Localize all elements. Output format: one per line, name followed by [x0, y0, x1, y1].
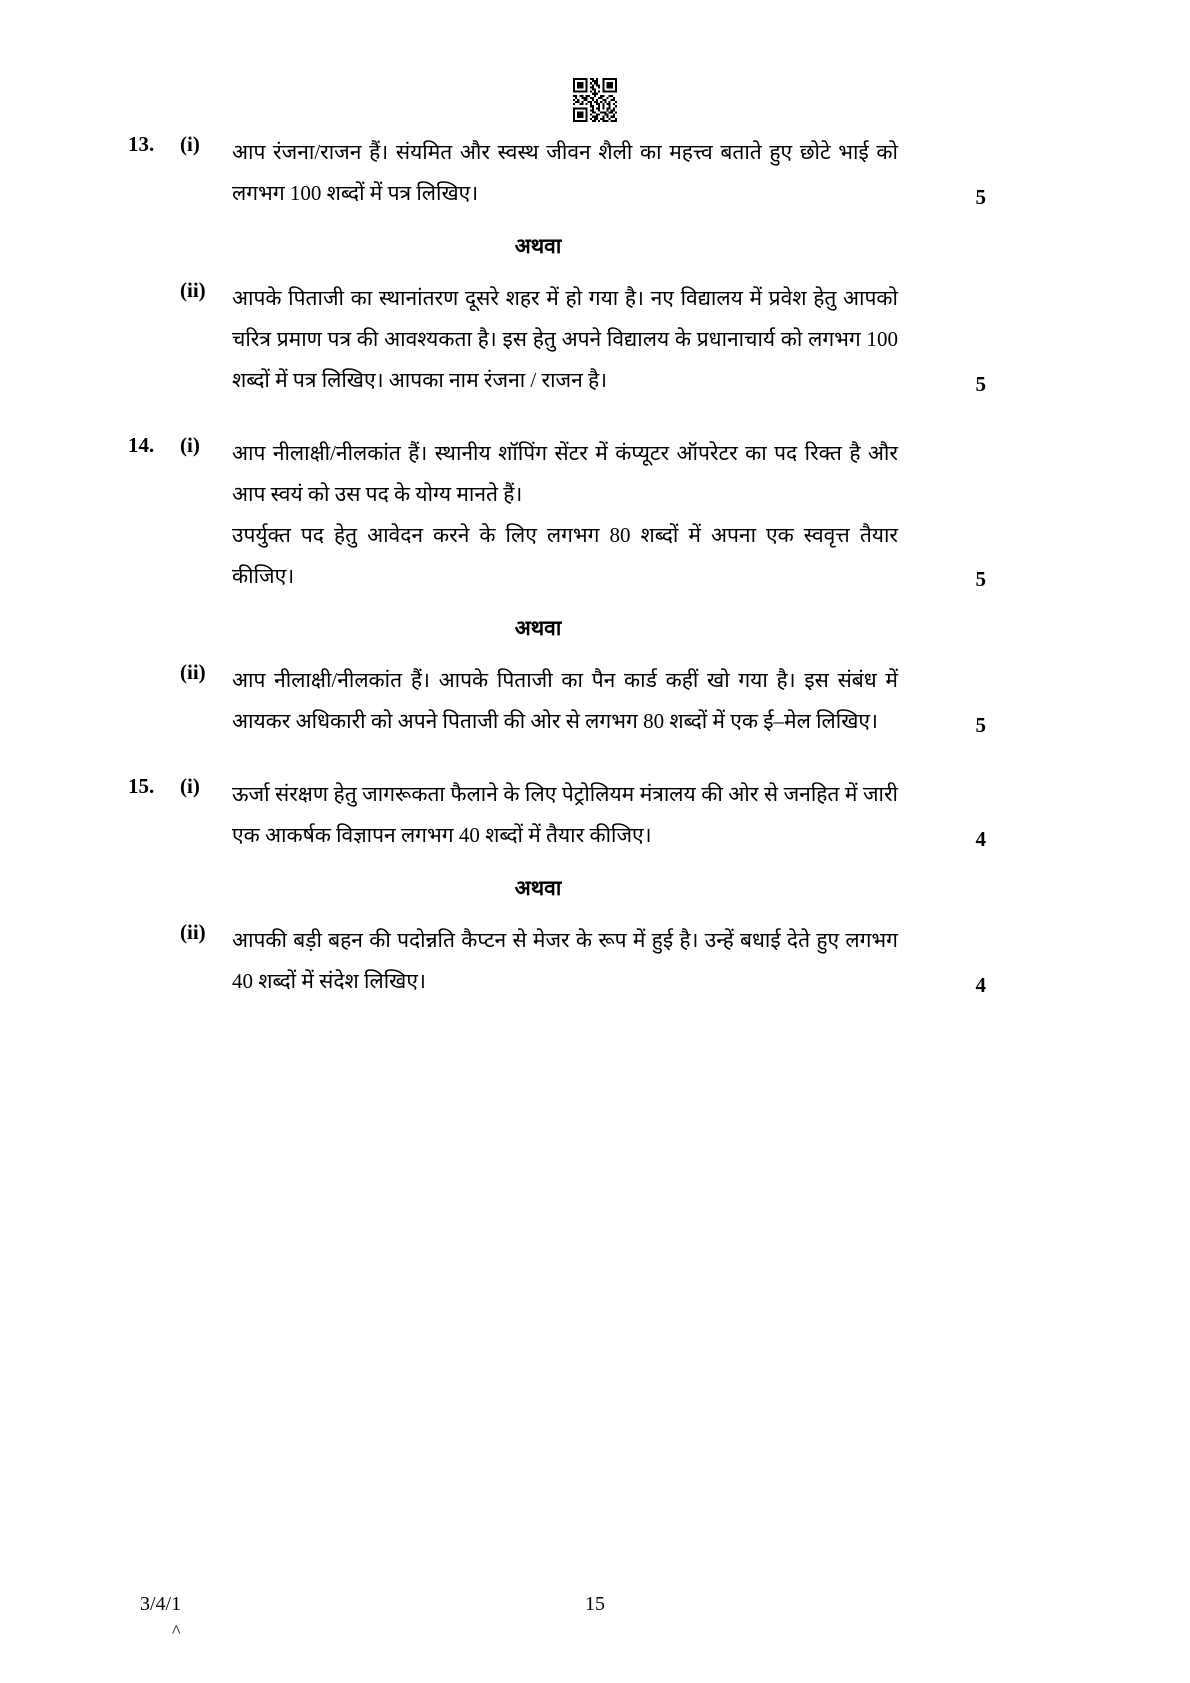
or-label: अथवा	[514, 233, 562, 258]
part-label: (ii)	[180, 277, 206, 302]
question-number: 15.	[128, 774, 155, 799]
part-label: (i)	[180, 132, 200, 156]
part-label: (i)	[180, 774, 200, 799]
part-label: (ii)	[180, 920, 206, 945]
question-text-continued: उपर्युक्त पद हेतु आवेदन करने के लिए लगभग 80 शब्दों में अपना एक स्ववृत्त तैयार कीजिए।	[232, 522, 898, 588]
question-number: 13.	[128, 132, 155, 156]
question-number: 14.	[128, 432, 155, 457]
question-text: आप नीलाक्षी/नीलकांत हैं। स्थानीय शॉपिंग सेंटर में कंप्यूटर ऑपरेटर का पद रिक्त है और आप स्वयं को उस पद के योग्य मानते हैं।	[232, 440, 898, 506]
marks-value: 5	[975, 567, 986, 592]
marks-value: 4	[975, 827, 986, 852]
questions-container	[128, 132, 1008, 1008]
question-13-part-ii	[128, 278, 1008, 401]
qr-code-container	[0, 78, 1190, 127]
question-text: आप नीलाक्षी/नीलकांत हैं। आपके पिताजी का पैन कार्ड कहीं खो गया है। इस संबंध में आयकर अधिकारी को अपने पिताजी की ओर से लगभग 80 शब्दों में एक ई–मेल लिखिए।	[232, 668, 898, 734]
caret-mark: ^	[172, 1621, 181, 1641]
spacer	[128, 407, 1008, 433]
question-text: ऊर्जा संरक्षण हेतु जागरूकता फैलाने के लिए पेट्रोलियम मंत्रालय की ओर से जनहित में जारी एक आकर्षक विज्ञापन लगभग 40 शब्दों में तैयार कीजिए।	[232, 782, 898, 848]
page-footer	[0, 1563, 1190, 1683]
page-number: 15	[585, 1593, 605, 1615]
spacer	[128, 748, 1008, 774]
question-14-part-i	[128, 433, 1008, 597]
paper-code: 3/4/1	[140, 1593, 182, 1615]
marks-value: 5	[975, 371, 986, 396]
question-text: आपकी बड़ी बहन की पदोन्नति कैप्टन से मेजर के रूप में हुई है। उन्हें बधाई देते हुए लगभग 40 शब्दों में संदेश लिखिए।	[232, 928, 898, 994]
question-13-part-i	[128, 132, 1008, 214]
question-15-part-i	[128, 774, 1008, 856]
part-label: (ii)	[180, 660, 206, 685]
qr-code-icon	[573, 78, 617, 122]
or-label: अथवा	[514, 616, 562, 641]
marks-value: 5	[975, 184, 986, 209]
question-14-part-ii	[128, 660, 1008, 742]
part-label: (i)	[180, 432, 200, 457]
marks-value: 4	[975, 973, 986, 998]
or-label: अथवा	[514, 876, 562, 901]
question-15-part-ii	[128, 920, 1008, 1002]
question-text: आपके पिताजी का स्थानांतरण दूसरे शहर में हो गया है। नए विद्यालय में प्रवेश हेतु आपको चरित्र प्रमाण पत्र की आवश्यकता है। इस हेतु अपने विद्यालय के प्रधानाचार्य को लगभग 100 शब्दों में पत्र लिखिए। आपका नाम रंजना / राजन है।	[232, 285, 898, 392]
marks-value: 5	[975, 713, 986, 738]
question-text: आप रंजना/राजन हैं। संयमित और स्वस्थ जीवन शैली का महत्त्व बताते हुए छोटे भाई को लगभग 100 शब्दों में पत्र लिखिए।	[232, 140, 898, 205]
